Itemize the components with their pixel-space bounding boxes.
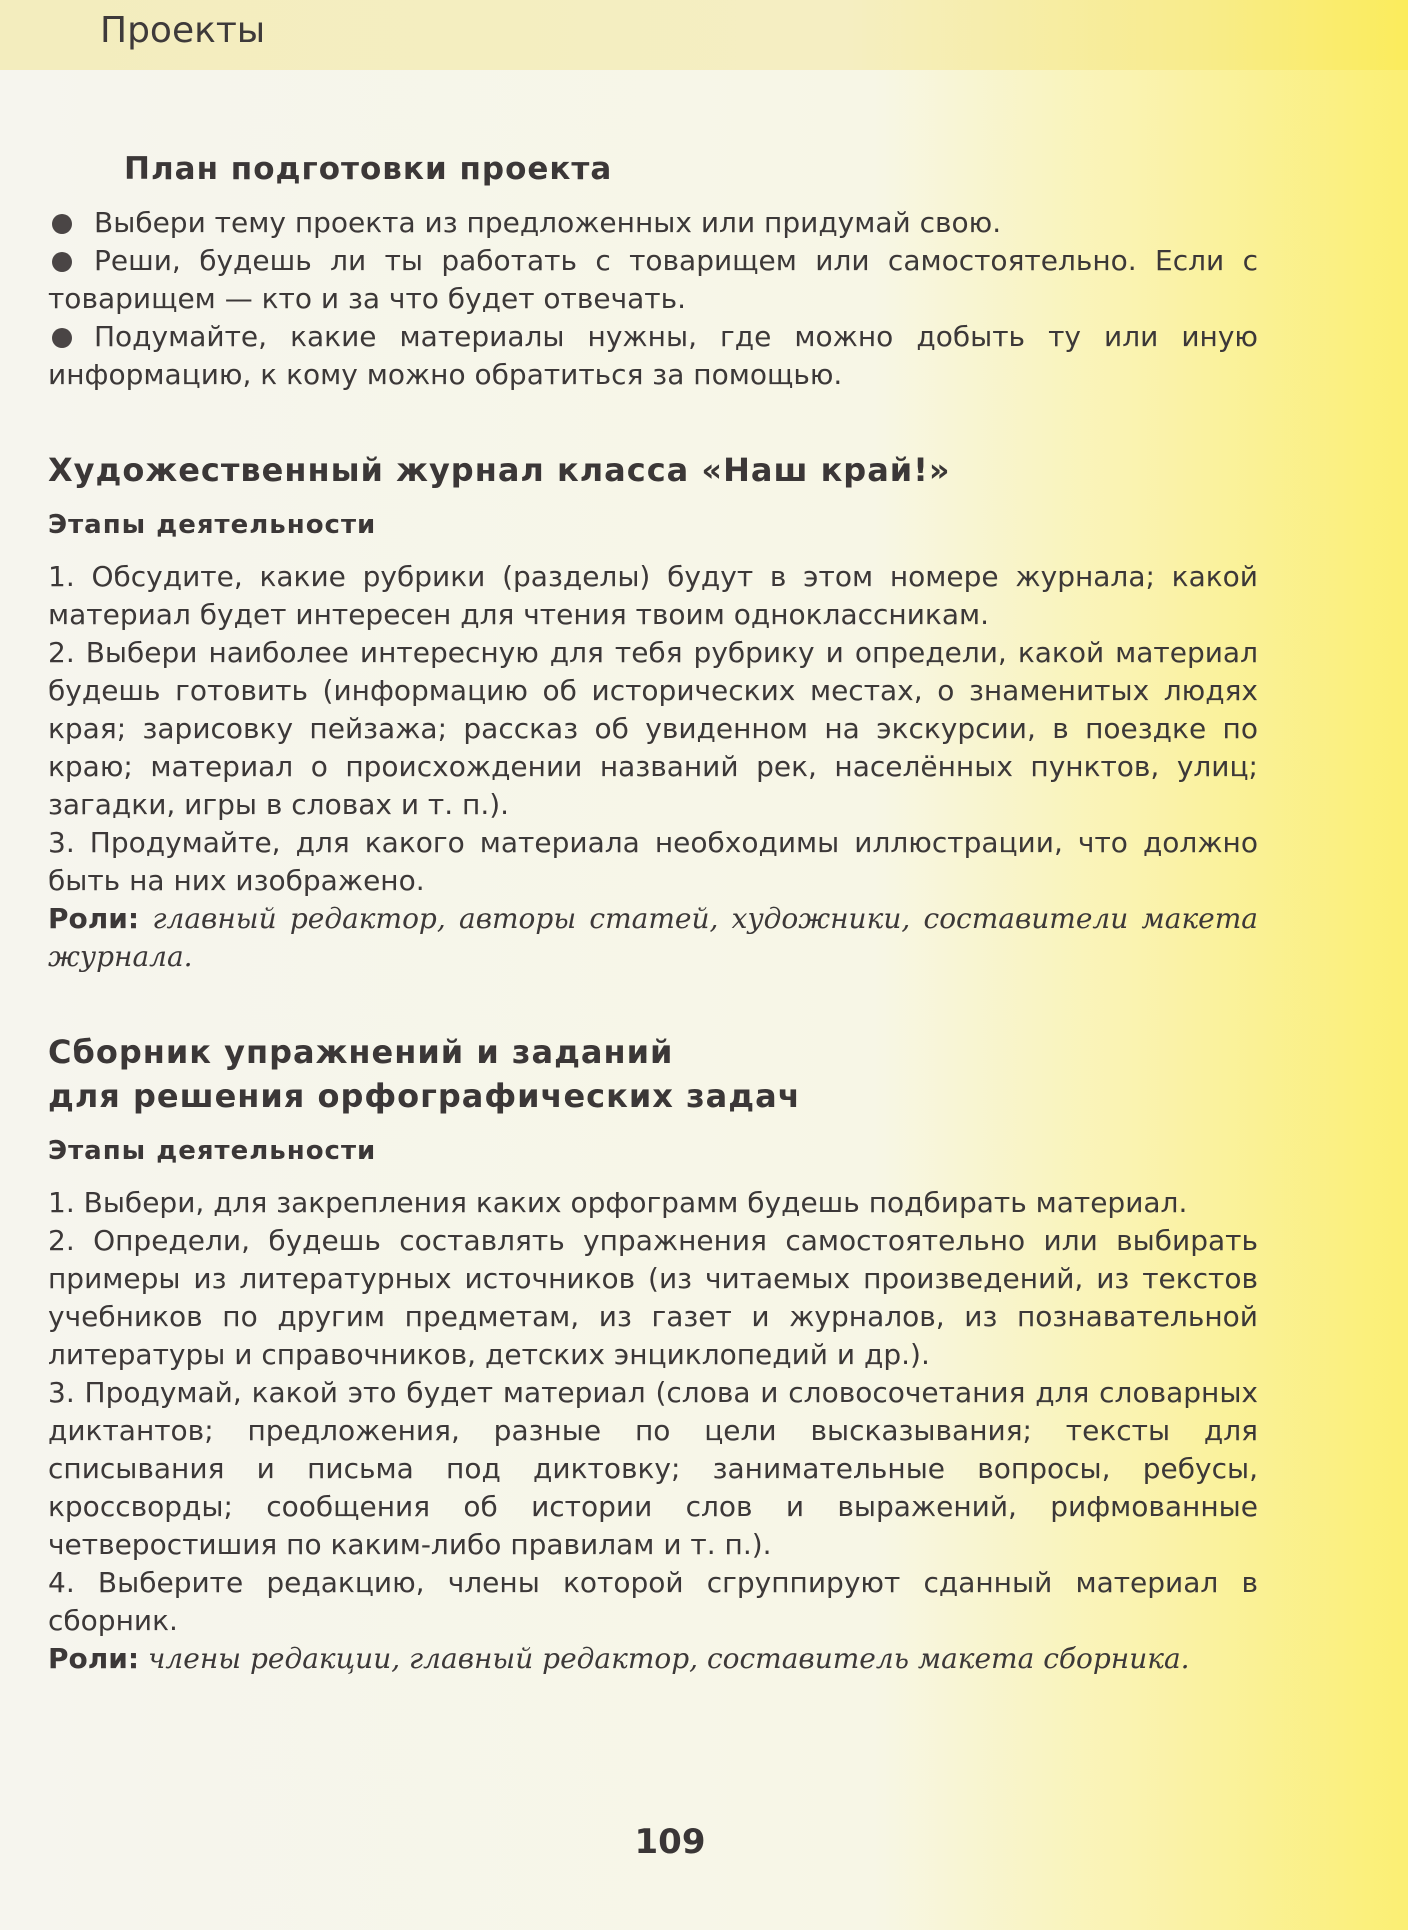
project1-step: 1. Обсудите, какие рубрики (разделы) будут в этом номере журнала; какой материал будет интересен для чтения твоим одноклассникам. (48, 560, 1258, 631)
project2-step: 4. Выберите редакцию, члены которой сгруппируют сданный материал в сборник. (48, 1566, 1258, 1637)
plan-bullet-text: Реши, будешь ли ты работать с товарищем или самостоятельно. Если с товарищем — кто и за что будет отвечать. (48, 244, 1258, 315)
plan-bullet (48, 318, 1258, 394)
project2-step: 1. Выбери, для закрепления каких орфограмм будешь подбирать материал. (48, 1186, 1188, 1219)
project2-step: 3. Продумай, какой это будет материал (слова и словосочетания для словарных диктантов; предложения, разные по цели высказывания; тексты для списывания и письма под диктовку; занимательные вопросы, ребусы, кроссворды; сообщения об истории слов и выражений, рифмованные четверостишия по каким-либо правилам и т. п.). (48, 1376, 1258, 1561)
project2-roles (48, 1640, 1258, 1678)
plan-bullet-text: Подумайте, какие материалы нужны, где можно добыть ту или иную информацию, к кому можно обратиться за помощью. (48, 320, 1258, 391)
bullet-icon (52, 214, 72, 234)
page-number: 109 (634, 1822, 706, 1862)
project1-step: 3. Продумайте, для какого материала необходимы иллюстрации, что должно быть на них изображено. (48, 826, 1258, 897)
plan-title: План подготовки проекта (124, 151, 613, 187)
bullet-icon (52, 328, 72, 348)
project1-stages-title: Этапы деятельности (48, 510, 377, 540)
project2-title-line1: Сборник упражнений и заданий (48, 1033, 674, 1071)
plan-bullet (48, 204, 1258, 242)
project2-step: 2. Определи, будешь составлять упражнения самостоятельно или выбирать примеры из литературных источников (из читаемых произведений, из текстов учебников по другим предметам, из газет и журналов, из познавательной литературы и справочников, детских энциклопедий и др.). (48, 1224, 1258, 1371)
plan-bullet (48, 242, 1258, 318)
plan-bullet-text: Выбери тему проекта из предложенных или придумай свою. (94, 206, 1002, 239)
roles-label: Роли: (48, 902, 140, 935)
bullet-icon (52, 252, 72, 272)
roles-text: члены редакции, главный редактор, составитель макета сборника. (148, 1642, 1190, 1675)
project2-title-line2: для решения орфографических задач (48, 1077, 801, 1115)
project1-roles (48, 900, 1258, 976)
project1-step: 2. Выбери наиболее интересную для тебя рубрику и определи, какой материал будешь готовить (информацию об исторических местах, о знаменитых людях края; зарисовку пейзажа; рассказ об увиденном на экскурсии, в поездке по краю; материал о происхождении названий рек, населённых пунктов, улиц; загадки, игры в словах и т. п.). (48, 636, 1258, 821)
project2-stages-title: Этапы деятельности (48, 1136, 377, 1166)
page-content (48, 150, 1258, 1678)
project1-title: Художественный журнал класса «Наш край!» (48, 451, 951, 489)
roles-label: Роли: (48, 1642, 140, 1675)
project2-title (48, 1030, 1258, 1118)
running-head: Проекты (100, 10, 266, 51)
roles-text: главный редактор, авторы статей, художники, составители макета журнала. (48, 902, 1258, 973)
